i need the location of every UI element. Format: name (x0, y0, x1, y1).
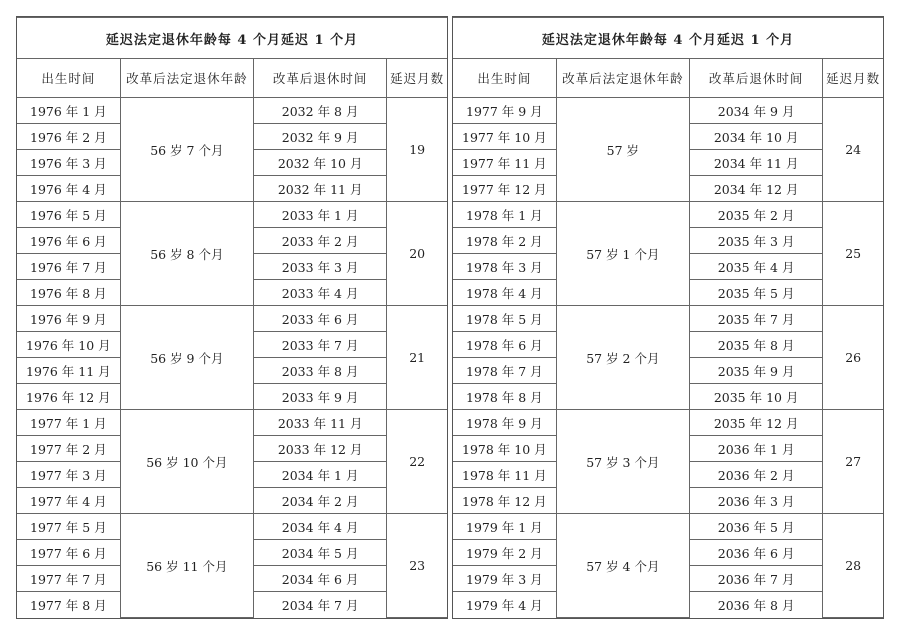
header-retirement-time: 改革后退休时间 (253, 59, 386, 98)
birth-time-cell: 1978 年 11 月 (453, 462, 556, 488)
retirement-age-cell: 56 岁 9 个月 (120, 306, 253, 410)
retirement-time-cell: 2033 年 8 月 (253, 358, 386, 384)
birth-time-cell: 1979 年 3 月 (453, 566, 556, 592)
retirement-time-cell: 2033 年 7 月 (253, 332, 386, 358)
birth-time-cell: 1977 年 9 月 (453, 98, 556, 124)
birth-time-cell: 1976 年 11 月 (17, 358, 120, 384)
birth-time-cell: 1978 年 1 月 (453, 202, 556, 228)
birth-time-cell: 1979 年 4 月 (453, 592, 556, 618)
retirement-age-cell: 57 岁 4 个月 (556, 514, 689, 618)
delay-months-cell: 23 (387, 514, 447, 618)
retirement-age-cell: 56 岁 10 个月 (120, 410, 253, 514)
birth-time-cell: 1978 年 6 月 (453, 332, 556, 358)
birth-time-cell: 1977 年 6 月 (17, 540, 120, 566)
birth-time-cell: 1977 年 2 月 (17, 436, 120, 462)
retirement-time-cell: 2036 年 7 月 (689, 566, 822, 592)
retirement-age-cell: 57 岁 (556, 98, 689, 202)
retirement-time-cell: 2035 年 4 月 (689, 254, 822, 280)
retirement-age-cell: 57 岁 1 个月 (556, 202, 689, 306)
table-row (453, 514, 883, 540)
birth-time-cell: 1976 年 12 月 (17, 384, 120, 410)
birth-time-cell: 1976 年 3 月 (17, 150, 120, 176)
table-row (453, 98, 883, 124)
retirement-time-cell: 2035 年 10 月 (689, 384, 822, 410)
retirement-time-cell: 2035 年 12 月 (689, 410, 822, 436)
birth-time-cell: 1979 年 1 月 (453, 514, 556, 540)
birth-time-cell: 1977 年 1 月 (17, 410, 120, 436)
retirement-age-cell: 56 岁 11 个月 (120, 514, 253, 618)
retirement-time-cell: 2032 年 11 月 (253, 176, 386, 202)
birth-time-cell: 1978 年 8 月 (453, 384, 556, 410)
birth-time-cell: 1977 年 11 月 (453, 150, 556, 176)
retirement-table-right (453, 17, 883, 618)
birth-time-cell: 1979 年 2 月 (453, 540, 556, 566)
retirement-time-cell: 2036 年 6 月 (689, 540, 822, 566)
table-row (453, 202, 883, 228)
retirement-time-cell: 2034 年 1 月 (253, 462, 386, 488)
retirement-table-left (17, 17, 447, 618)
birth-time-cell: 1978 年 2 月 (453, 228, 556, 254)
retirement-time-cell: 2034 年 7 月 (253, 592, 386, 618)
birth-time-cell: 1977 年 7 月 (17, 566, 120, 592)
retirement-time-cell: 2036 年 1 月 (689, 436, 822, 462)
retirement-age-cell: 56 岁 7 个月 (120, 98, 253, 202)
delay-months-cell: 25 (823, 202, 883, 306)
header-retirement-age: 改革后法定退休年龄 (556, 59, 689, 98)
retirement-time-cell: 2033 年 4 月 (253, 280, 386, 306)
retirement-time-cell: 2036 年 5 月 (689, 514, 822, 540)
retirement-time-cell: 2033 年 9 月 (253, 384, 386, 410)
delay-months-cell: 24 (823, 98, 883, 202)
header-birth-time: 出生时间 (453, 59, 556, 98)
birth-time-cell: 1978 年 9 月 (453, 410, 556, 436)
header-delay-months: 延迟月数 (387, 59, 447, 98)
birth-time-cell: 1978 年 4 月 (453, 280, 556, 306)
birth-time-cell: 1976 年 5 月 (17, 202, 120, 228)
retirement-time-cell: 2035 年 7 月 (689, 306, 822, 332)
retirement-time-cell: 2035 年 9 月 (689, 358, 822, 384)
birth-time-cell: 1976 年 6 月 (17, 228, 120, 254)
header-retirement-time: 改革后退休时间 (689, 59, 822, 98)
birth-time-cell: 1976 年 9 月 (17, 306, 120, 332)
retirement-time-cell: 2033 年 3 月 (253, 254, 386, 280)
delay-months-cell: 21 (387, 306, 447, 410)
retirement-time-cell: 2035 年 3 月 (689, 228, 822, 254)
retirement-time-cell: 2034 年 2 月 (253, 488, 386, 514)
birth-time-cell: 1976 年 10 月 (17, 332, 120, 358)
retirement-time-cell: 2035 年 2 月 (689, 202, 822, 228)
birth-time-cell: 1977 年 12 月 (453, 176, 556, 202)
birth-time-cell: 1978 年 10 月 (453, 436, 556, 462)
retirement-time-cell: 2033 年 12 月 (253, 436, 386, 462)
table-row (17, 98, 447, 124)
retirement-table-panel-left (16, 16, 448, 619)
birth-time-cell: 1976 年 8 月 (17, 280, 120, 306)
birth-time-cell: 1977 年 3 月 (17, 462, 120, 488)
birth-time-cell: 1976 年 7 月 (17, 254, 120, 280)
retirement-time-cell: 2036 年 2 月 (689, 462, 822, 488)
birth-time-cell: 1978 年 5 月 (453, 306, 556, 332)
birth-time-cell: 1978 年 3 月 (453, 254, 556, 280)
delay-months-cell: 20 (387, 202, 447, 306)
retirement-time-cell: 2032 年 8 月 (253, 98, 386, 124)
retirement-time-cell: 2036 年 3 月 (689, 488, 822, 514)
retirement-time-cell: 2033 年 1 月 (253, 202, 386, 228)
table-title: 延迟法定退休年龄每 4 个月延迟 1 个月 (453, 18, 883, 59)
birth-time-cell: 1976 年 2 月 (17, 124, 120, 150)
retirement-time-cell: 2034 年 11 月 (689, 150, 822, 176)
birth-time-cell: 1977 年 8 月 (17, 592, 120, 618)
retirement-age-cell: 57 岁 2 个月 (556, 306, 689, 410)
retirement-time-cell: 2033 年 2 月 (253, 228, 386, 254)
birth-time-cell: 1978 年 12 月 (453, 488, 556, 514)
header-retirement-age: 改革后法定退休年龄 (120, 59, 253, 98)
retirement-time-cell: 2035 年 5 月 (689, 280, 822, 306)
birth-time-cell: 1977 年 10 月 (453, 124, 556, 150)
header-delay-months: 延迟月数 (823, 59, 883, 98)
delay-months-cell: 19 (387, 98, 447, 202)
retirement-table-panel-right (452, 16, 884, 619)
retirement-time-cell: 2033 年 11 月 (253, 410, 386, 436)
retirement-time-cell: 2034 年 5 月 (253, 540, 386, 566)
delay-months-cell: 26 (823, 306, 883, 410)
retirement-age-cell: 57 岁 3 个月 (556, 410, 689, 514)
retirement-time-cell: 2034 年 6 月 (253, 566, 386, 592)
delay-months-cell: 28 (823, 514, 883, 618)
retirement-time-cell: 2034 年 10 月 (689, 124, 822, 150)
table-row (453, 306, 883, 332)
table-body (453, 98, 883, 618)
retirement-age-cell: 56 岁 8 个月 (120, 202, 253, 306)
retirement-time-cell: 2033 年 6 月 (253, 306, 386, 332)
retirement-time-cell: 2036 年 8 月 (689, 592, 822, 618)
birth-time-cell: 1978 年 7 月 (453, 358, 556, 384)
delay-months-cell: 22 (387, 410, 447, 514)
table-title: 延迟法定退休年龄每 4 个月延迟 1 个月 (17, 18, 447, 59)
table-row (17, 202, 447, 228)
table-body (17, 98, 447, 618)
retirement-time-cell: 2034 年 12 月 (689, 176, 822, 202)
header-birth-time: 出生时间 (17, 59, 120, 98)
retirement-time-cell: 2034 年 9 月 (689, 98, 822, 124)
table-row (453, 410, 883, 436)
table-row (17, 306, 447, 332)
birth-time-cell: 1976 年 4 月 (17, 176, 120, 202)
delay-months-cell: 27 (823, 410, 883, 514)
table-row (17, 410, 447, 436)
table-row (17, 514, 447, 540)
retirement-time-cell: 2034 年 4 月 (253, 514, 386, 540)
birth-time-cell: 1977 年 4 月 (17, 488, 120, 514)
birth-time-cell: 1977 年 5 月 (17, 514, 120, 540)
retirement-time-cell: 2032 年 9 月 (253, 124, 386, 150)
retirement-time-cell: 2032 年 10 月 (253, 150, 386, 176)
retirement-time-cell: 2035 年 8 月 (689, 332, 822, 358)
birth-time-cell: 1976 年 1 月 (17, 98, 120, 124)
